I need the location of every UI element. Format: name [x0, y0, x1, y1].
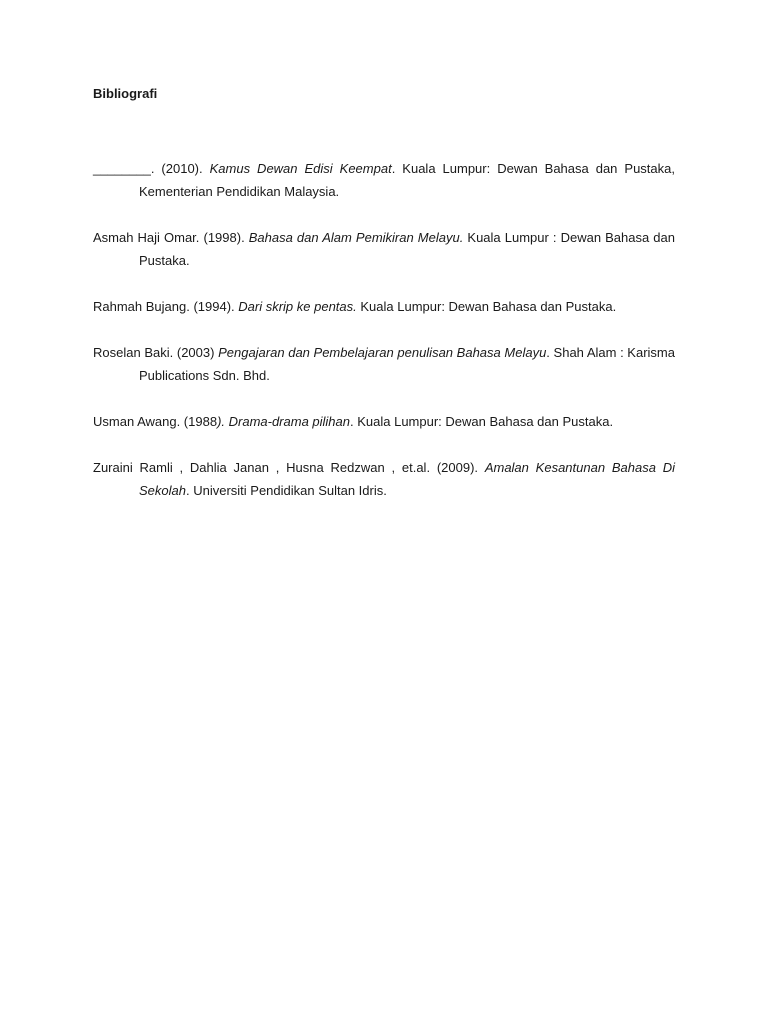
reference-title: ). Drama-drama pilihan [217, 414, 350, 429]
reference-list [93, 157, 675, 525]
reference-title: Amalan Kesantunan Bahasa Di Sekolah [139, 460, 675, 498]
reference-entry [93, 157, 675, 203]
reference-entry [93, 295, 675, 318]
reference-author-year: Zuraini Ramli , Dahlia Janan , Husna Redzwan , et.al. (2009). [93, 460, 485, 475]
reference-author-year: ________. (2010). [93, 161, 210, 176]
reference-author-year: Asmah Haji Omar. (1998). [93, 230, 249, 245]
reference-author-year: Usman Awang. (1988 [93, 414, 218, 429]
reference-entry [93, 341, 675, 387]
reference-entry [93, 456, 675, 502]
reference-author-year: Roselan Baki. (2003) [93, 345, 219, 360]
reference-publisher: Kuala Lumpur : Dewan Bahasa dan Pustaka. [139, 230, 675, 268]
reference-title: Bahasa dan Alam Pemikiran Melayu. [248, 230, 464, 245]
reference-title: Dari skrip ke pentas. [238, 299, 357, 314]
reference-publisher: . Kuala Lumpur: Dewan Bahasa dan Pustaka. [350, 414, 614, 429]
reference-publisher: . Shah Alam : Karisma Publications Sdn. Bhd. [139, 345, 675, 383]
reference-publisher: . Universiti Pendidikan Sultan Idris. [185, 483, 387, 498]
bibliography-heading: Bibliografi [93, 86, 158, 101]
reference-publisher: . Kuala Lumpur: Dewan Bahasa dan Pustaka, Kementerian Pendidikan Malaysia. [139, 161, 675, 199]
reference-entry [93, 226, 675, 272]
reference-title: Pengajaran dan Pembelajaran penulisan Bahasa Melayu [218, 345, 547, 360]
reference-title: Kamus Dewan Edisi Keempat [209, 161, 392, 176]
reference-author-year: Rahmah Bujang. (1994). [93, 299, 239, 314]
reference-publisher: Kuala Lumpur: Dewan Bahasa dan Pustaka. [356, 299, 617, 314]
reference-entry [93, 410, 675, 433]
